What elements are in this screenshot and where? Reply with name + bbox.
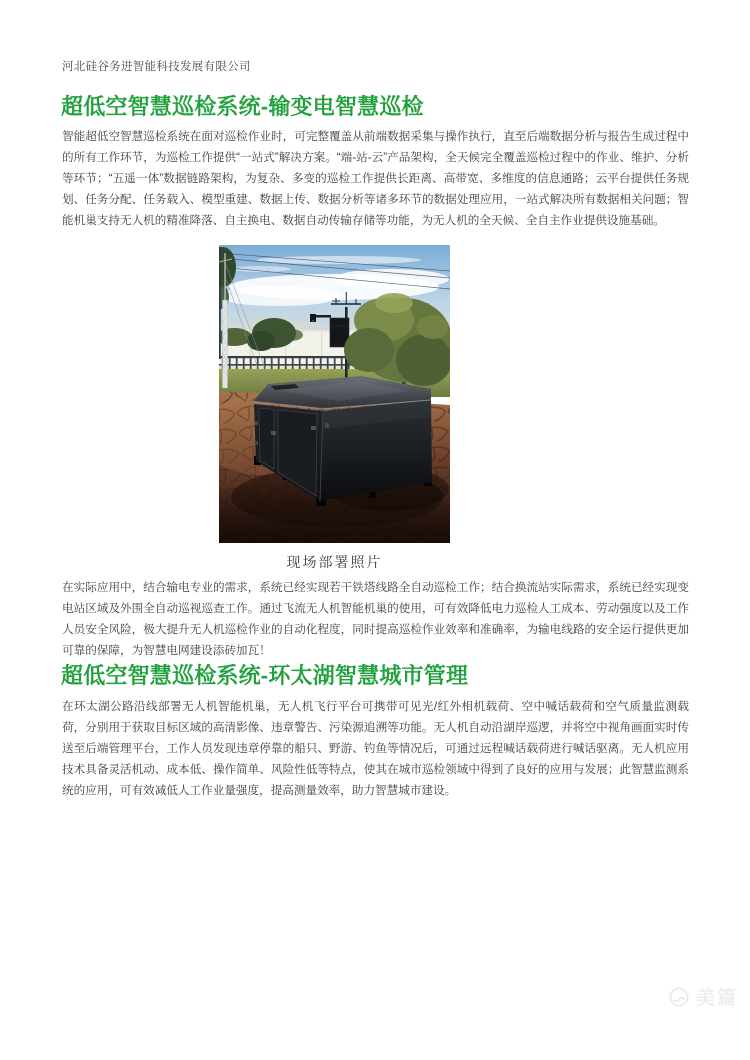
deployment-photo [219,245,450,543]
deployment-photo-illustration [219,245,450,543]
section1-title: 超低空智慧巡检系统-输变电智慧巡检 [61,94,424,119]
meipian-watermark [668,983,738,1010]
section1-paragraph-2: 在实际应用中，结合输电专业的需求，系统已经实现若干铁塔线路全自动巡检工作；结合换流站实际需求，系统已经实现变电站区域及外围全自动巡视巡查工作。通过飞流无人机智能机巢的使用，可有效降低电力巡检人工成本、劳动强度以及工作人员安全风险，极大提升无人机巡检作业的自动化程度，同时提高巡检作业效率和准确率，为输电线路的安全运行提供更加可靠的保障，为智慧电网建设添砖加瓦！ [62,581,689,657]
meipian-brand-text: 美篇 [696,988,739,1009]
section1-paragraph-1: 智能超低空智慧巡检系统在面对巡检作业时，可完整覆盖从前端数据采集与操作执行，直至后端数据分析与报告生成过程中的所有工作环节，为巡检工作提供“一站式”解决方案。“端-站-云”产品架构，全天候完全覆盖巡检过程中的作业、维护、分析等环节；“五遥一体”数据链路架构，为复杂、多变的巡检工作提供长距离、高带宽、多维度的信息通路；云平台提供任务规划、任务分配、任务载入、模型重建、数据上传、数据分析等诸多环节的数据处理应用，一站式解决所有数据相关问题；智能机巢支持无人机的精准降落、自主换电、数据自动传输存储等功能，为无人机的全天候、全自主作业提供设施基础。 [62,130,689,227]
meipian-logo-icon [668,986,690,1008]
company-name: 河北硅谷务进智能科技发展有限公司 [62,61,251,73]
section2-paragraph-1: 在环太湖公路沿线部署无人机智能机巢，无人机飞行平台可携带可见光/红外相机载荷、空中喊话载荷和空气质量监测载荷，分别用于获取目标区域的高清影像、违章警告、污染源追溯等功能。无人机自动沿湖岸巡逻，并将空中视角画面实时传送至后端管理平台，工作人员发现违章停靠的船只、野游、钓鱼等情况后，可通过远程喊话载荷进行喊话驱离。无人机应用技术具备灵活机动、成本低、操作简单、风险性低等特点，使其在城市巡检领域中得到了良好的应用与发展；此智慧监测系统的应用，可有效减低人工作业量强度，提高测量效率，助力智慧城市建设。 [62,700,689,797]
photo-caption: 现场部署照片 [286,556,383,571]
section2-title: 超低空智慧巡检系统-环太湖智慧城市管理 [61,663,469,688]
